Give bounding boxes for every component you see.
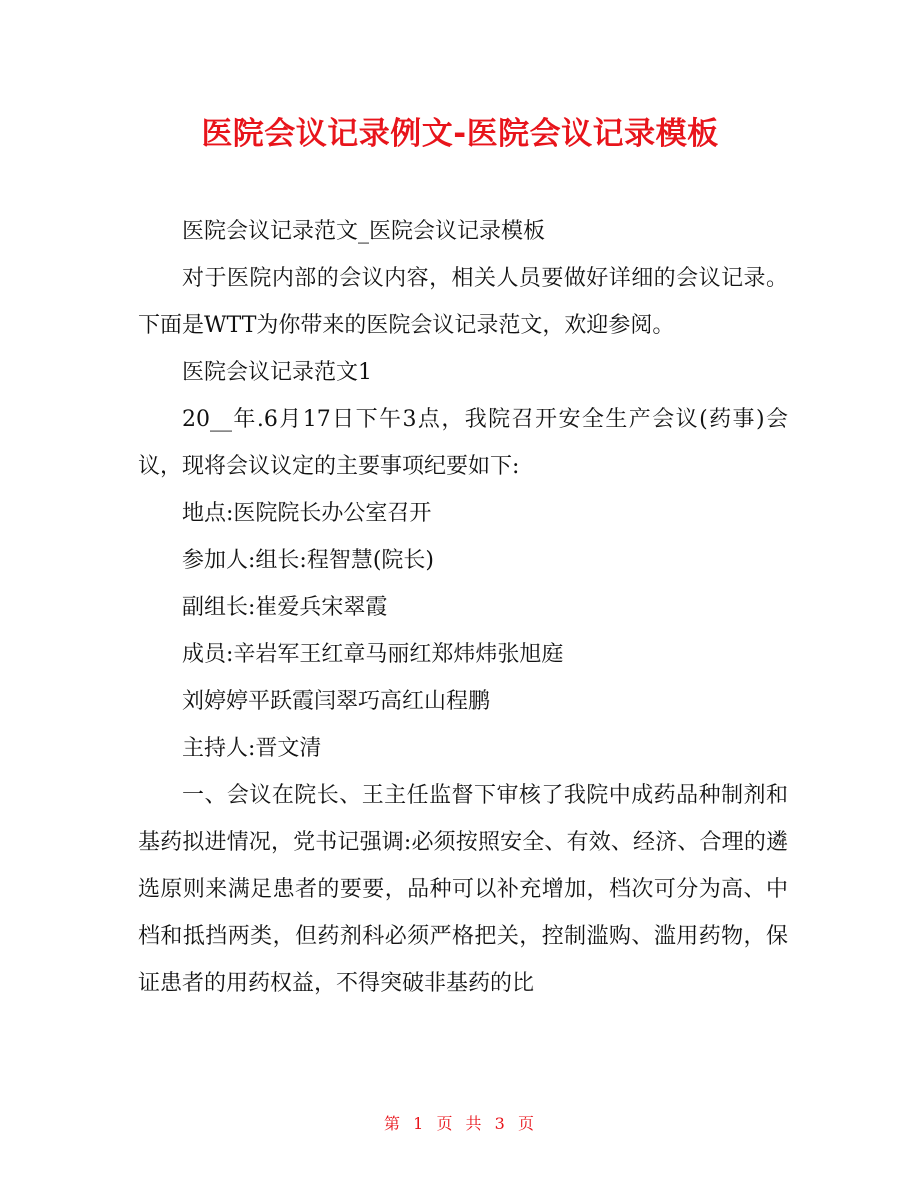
paragraph-sample-heading: 医院会议记录范文1 xyxy=(182,360,372,385)
paragraph-deputy-leaders: 副组长:崔爱兵宋翠霞 xyxy=(182,595,388,620)
document-body xyxy=(138,208,788,1007)
footer-label-total: 共 xyxy=(465,1114,484,1133)
footer-total-pages: 3 xyxy=(494,1114,507,1133)
paragraph-attendees: 参加人:组长:程智慧(院长) xyxy=(182,548,434,573)
document-title: 医院会议记录例文-医院会议记录模板 xyxy=(201,116,719,152)
paragraph-subtitle: 医院会议记录范文_医院会议记录模板 xyxy=(182,219,546,244)
paragraph-item-one: 一、会议在院长、王主任监督下审核了我院中成药品种制剂和基药拟进情况，党书记强调:必须按照安全、有效、经济、合理的遴选原则来满足患者的要要，品种可以补充增加，档次可分为高、中档和抵挡两类，但药剂科必须严格把关，控制滥购、滥用药物，保证患者的用药权益，不得突破非基药的比 xyxy=(138,783,788,996)
paragraph-host: 主持人:晋文清 xyxy=(182,736,322,761)
paragraph-members-continued: 刘婷婷平跃霞闫翠巧高红山程鹏 xyxy=(182,689,491,714)
footer-label-ye: 页 xyxy=(436,1114,455,1133)
footer-label-ye2: 页 xyxy=(517,1114,536,1133)
paragraph-intro: 对于医院内部的会议内容，相关人员要做好详细的会议记录。下面是WTT为你带来的医院会议记录范文，欢迎参阅。 xyxy=(138,266,788,338)
footer-current-page: 1 xyxy=(413,1114,426,1133)
paragraph-location: 地点:医院院长办公室召开 xyxy=(182,501,432,526)
paragraph-meeting-info: 20__年.6月17日下午3点，我院召开安全生产会议(药事)会议，现将会议议定的主要事项纪要如下: xyxy=(138,407,788,479)
page-footer xyxy=(0,1112,920,1136)
footer-label-page: 第 xyxy=(384,1114,403,1133)
paragraph-members: 成员:辛岩军王红章马丽红郑炜炜张旭庭 xyxy=(182,642,564,667)
